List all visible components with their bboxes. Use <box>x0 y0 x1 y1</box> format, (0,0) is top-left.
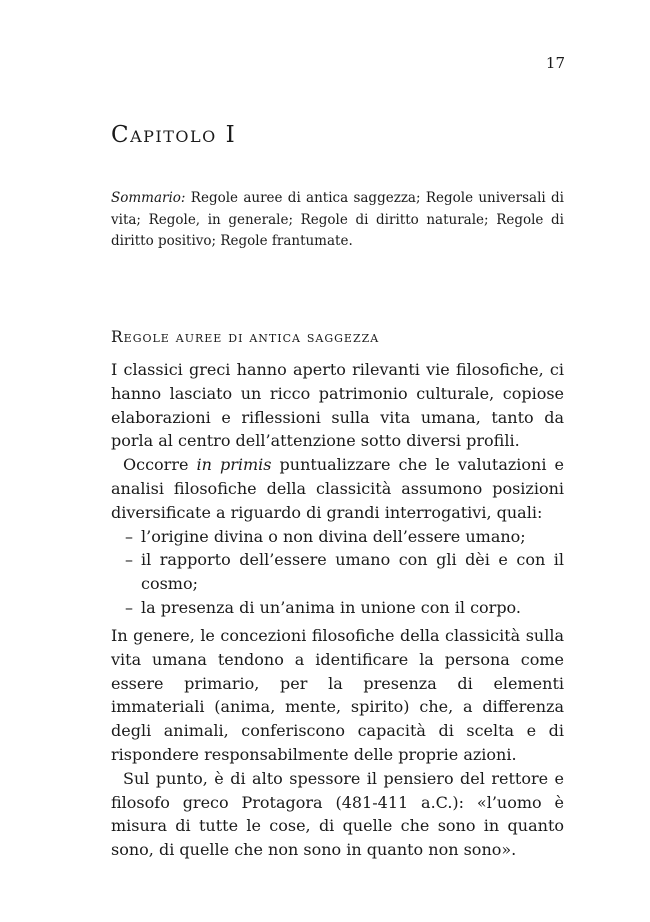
list-item <box>111 548 564 596</box>
list-item <box>111 525 564 549</box>
body-block-2 <box>111 624 564 862</box>
paragraph-2 <box>111 453 564 524</box>
section-title: Regole auree di antica saggezza <box>111 328 380 346</box>
paragraph-1: I classici greci hanno aperto rilevanti vie filosofiche, ci hanno lasciato un ricco patrimonio culturale, copiose elaborazioni e riflessioni sulla vita umana, tanto da porla al centro dell’attenzione sotto diversi profili. <box>111 360 564 451</box>
list-dash: – <box>125 526 133 546</box>
body-block-1 <box>111 358 564 620</box>
paragraph-4: Sul punto, è di alto spessore il pensiero del rettore e filosofo greco Protagora (481-411 a.C.): «l’uomo è misura di tutte le cose, di quelle che sono in quanto sono, di quelle che non sono in quanto non sono». <box>111 768 564 860</box>
question-list <box>111 525 564 620</box>
chapter-summary <box>111 188 564 253</box>
list-dash: – <box>125 550 133 570</box>
summary-label: Sommario: <box>111 190 186 206</box>
paragraph-3: In genere, le concezioni filosofiche della classicità sulla vita umana tendono a identificare la persona come essere primario, per la presenza di elementi immateriali (anima, mente, spirito) che, a differenza degli animali, conferiscono capacità di scelta e di rispondere responsabilmente delle proprie azioni. <box>111 626 564 764</box>
list-item-text: il rapporto dell’essere umano con gli dèi e con il cosmo; <box>141 550 564 594</box>
list-item-text: l’origine divina o non divina dell’essere umano; <box>141 526 526 546</box>
paragraph-2-emphasis: in primis <box>196 455 272 475</box>
paragraph-2-end: puntualizzare che le valutazioni e analisi filosofiche della classicità assumono posizioni diversificate a riguardo di grandi interrogativi, quali: <box>111 455 564 522</box>
list-item <box>111 596 564 620</box>
paragraph-2-start: Occorre <box>123 455 197 475</box>
page-number: 17 <box>545 54 565 72</box>
summary-text: Regole auree di antica saggezza; Regole universali di vita; Regole, in generale; Regole di diritto naturale; Regole di diritto positivo; Regole frantumate. <box>111 190 564 249</box>
list-dash: – <box>125 597 133 617</box>
list-item-text: la presenza di un’anima in unione con il corpo. <box>141 597 521 617</box>
chapter-title: Capitolo I <box>111 122 237 148</box>
